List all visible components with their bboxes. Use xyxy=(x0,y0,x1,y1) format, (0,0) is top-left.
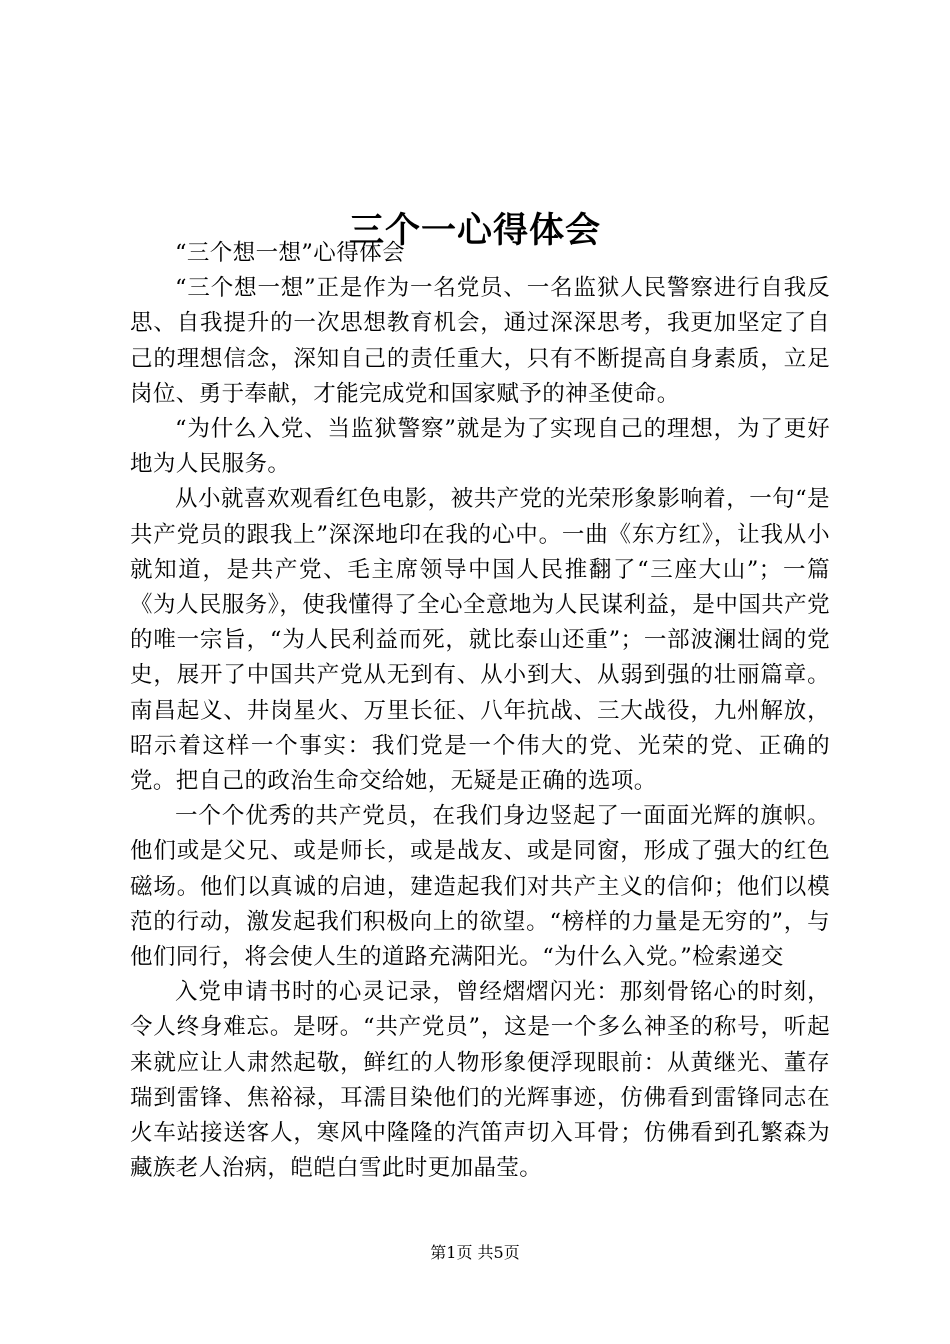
body-paragraph: 从小就喜欢观看红色电影，被共产党的光荣形象影响着，一句“是共产党员的跟我上”深深地印在我的心中。一曲《东方红》，让我从小就知道，是共产党、毛主席领导中国人民推翻了“三座大山”；一篇《为人民服务》，使我懂得了全心全意地为人民谋利益，是中国共产党的唯一宗旨，“为人民利益而死，就比泰山还重”；一部波澜壮阔的党史，展开了中国共产党从无到有、从小到大、从弱到强的壮丽篇章。南昌起义、井岗星火、万里长征、八年抗战、三大战役，九州解放，昭示着这样一个事实：我们党是一个伟大的党、光荣的党、正确的党。把自己的政治生命交给她，无疑是正确的选项。 xyxy=(130,486,830,795)
body-paragraph: “为什么入党、当监狱警察”就是为了实现自己的理想，为了更好地为人民服务。 xyxy=(130,416,830,478)
body-paragraph: 入党申请书时的心灵记录，曾经熠熠闪光：那刻骨铭心的时刻，令人终身难忘。是呀。“共产党员”，这是一个多么神圣的称号，听起来就应让人肃然起敬，鲜红的人物形象便浮现眼前：从黄继光、董存瑞到雷锋、焦裕禄，耳濡目染他们的光辉事迹，仿佛看到雷锋同志在火车站接送客人，寒风中隆隆的汽笛声切入耳骨；仿佛看到孔繁森为藏族老人治病，皑皑白雪此时更加晶莹。 xyxy=(130,979,830,1182)
document-title: 三个一心得体会 xyxy=(348,210,601,252)
subtitle-paragraph: “三个想一想”心得体会 xyxy=(175,240,405,266)
body-paragraph: 一个个优秀的共产党员，在我们身边竖起了一面面光辉的旗帜。他们或是父兄、或是师长，或是战友、或是同窗，形成了强大的红色磁场。他们以真诚的启迪，建造起我们对共产主义的信仰；他们以模范的行动，激发起我们积极向上的欲望。“榜样的力量是无穷的”，与他们同行，将会使人生的道路充满阳光。“为什么入党。”检索递交 xyxy=(130,803,830,971)
page-number-footer: 第1页 共5页 xyxy=(430,1243,520,1262)
body-paragraph: “三个想一想”正是作为一名党员、一名监狱人民警察进行自我反思、自我提升的一次思想教育机会，通过深深思考，我更加坚定了自己的理想信念，深知自己的责任重大，只有不断提高自身素质，立足岗位、勇于奉献，才能完成党和国家赋予的神圣使命。 xyxy=(130,275,830,407)
document-body xyxy=(130,236,830,1186)
